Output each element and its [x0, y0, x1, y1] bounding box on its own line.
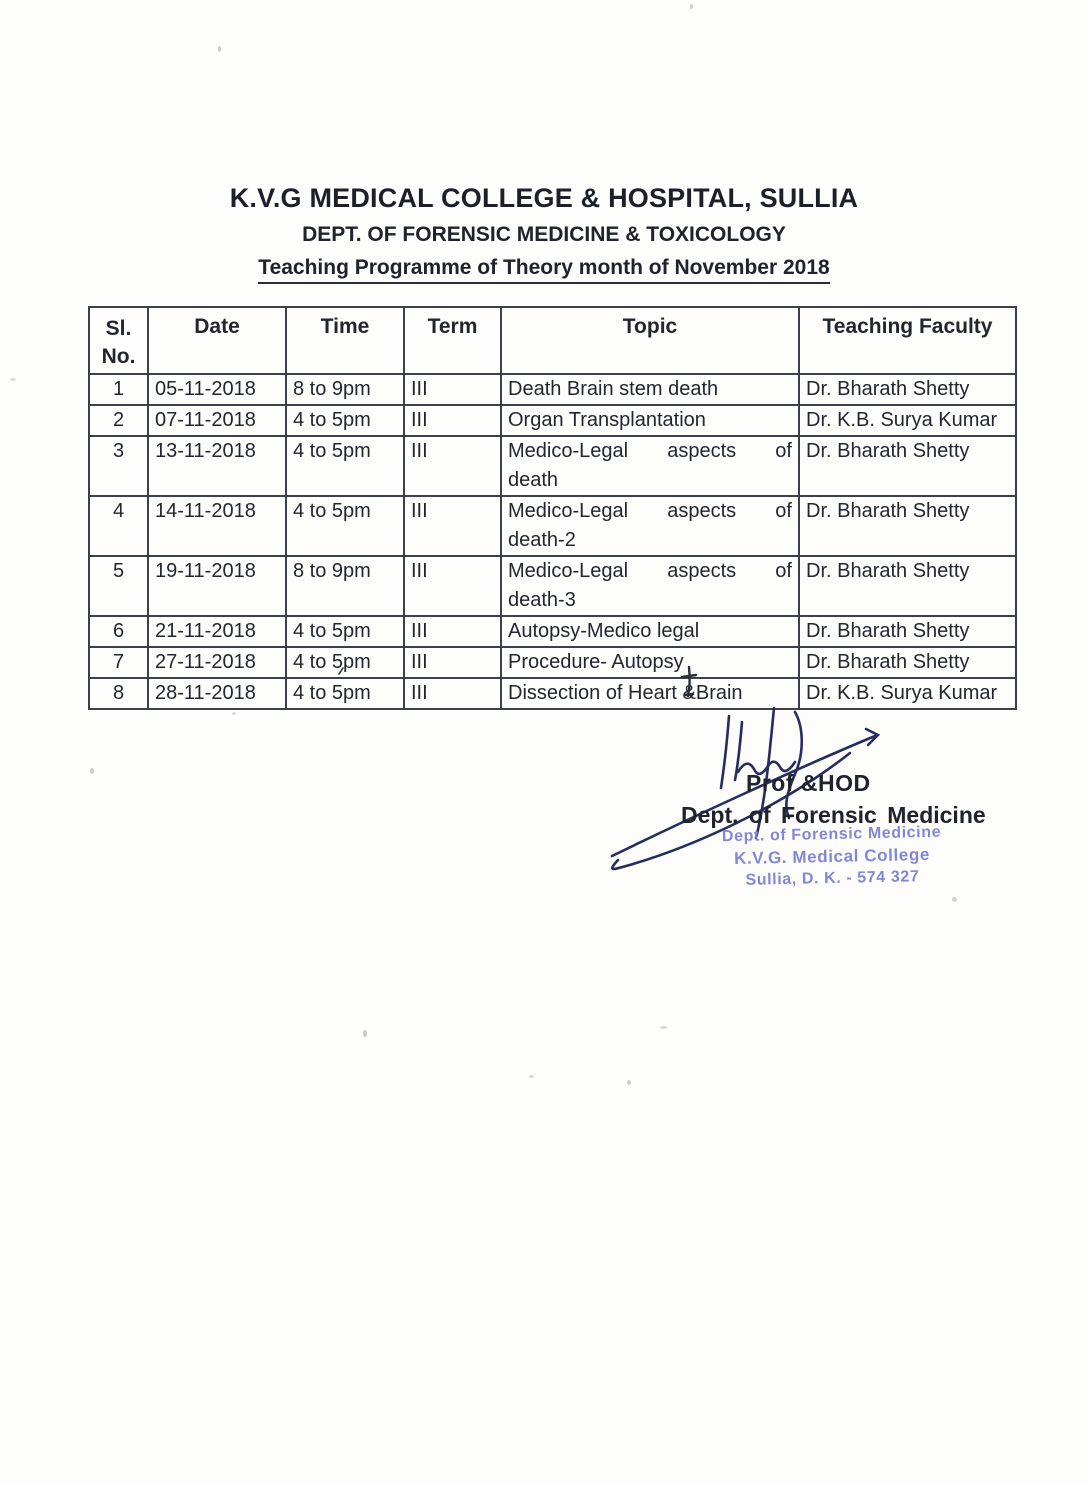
stamp-line-3: Sullia, D. K. - 574 327 — [745, 868, 920, 889]
sl-no-cell: 1 — [89, 374, 148, 405]
teaching-faculty-cell: Dr. Bharath Shetty — [799, 436, 1016, 496]
table-row — [89, 496, 1016, 556]
sl-no-cell: 5 — [89, 556, 148, 616]
topic-cell — [501, 496, 799, 556]
time-cell: 4 to 5pm — [286, 678, 404, 709]
scan-speck — [660, 1026, 667, 1029]
teaching-faculty-cell: Dr. Bharath Shetty — [799, 616, 1016, 647]
topic-cell: Dissection of Heart &Brain — [501, 678, 799, 709]
college-title: K.V.G MEDICAL COLLEGE & HOSPITAL, SULLIA — [229, 183, 859, 213]
department-subtitle: DEPT. OF FORENSIC MEDICINE & TOXICOLOGY — [302, 223, 786, 246]
term-cell: III — [404, 496, 501, 556]
teaching-faculty-cell: Dr. Bharath Shetty — [799, 556, 1016, 616]
scan-speck — [232, 712, 236, 715]
scan-speck — [952, 897, 957, 902]
time-cell: 4 to 5pm — [286, 436, 404, 496]
topic-line-1: Medico-Legal aspects of — [508, 560, 792, 582]
header-time: Time — [286, 307, 404, 374]
scan-speck — [627, 1080, 631, 1085]
table-header-row — [89, 307, 1016, 374]
header-topic: Topic — [501, 307, 799, 374]
topic-cell: Death Brain stem death — [501, 374, 799, 405]
scan-speck — [690, 4, 693, 9]
sl-no-cell: 7 — [89, 647, 148, 678]
time-cell: 4 to 5pm — [286, 647, 404, 678]
term-cell: III — [404, 616, 501, 647]
topic-cell: Procedure- Autopsy — [501, 647, 799, 678]
time-cell: 4 to 5pm — [286, 616, 404, 647]
topic-line-1: Medico-Legal aspects of — [508, 500, 792, 522]
programme-heading: Teaching Programme of Theory month of November 2018 — [258, 256, 829, 284]
topic-cell: Organ Transplantation — [501, 405, 799, 436]
time-cell: 8 to 9pm — [286, 374, 404, 405]
handwritten-tick-mark — [337, 666, 347, 676]
teaching-schedule-table — [88, 306, 1017, 710]
sl-no-cell: 8 — [89, 678, 148, 709]
date-cell: 28-11-2018 — [148, 678, 286, 709]
time-cell: 4 to 5pm — [286, 405, 404, 436]
term-cell: III — [404, 647, 501, 678]
topic-cell — [501, 436, 799, 496]
header-sl-no: Sl. No. — [89, 307, 148, 374]
sl-no-cell: 6 — [89, 616, 148, 647]
department-rubber-stamp — [711, 821, 952, 892]
time-cell: 8 to 9pm — [286, 556, 404, 616]
topic-line-2: death-3 — [508, 589, 576, 611]
teaching-faculty-cell: Dr. Bharath Shetty — [799, 647, 1016, 678]
teaching-faculty-cell: Dr. Bharath Shetty — [799, 496, 1016, 556]
table-row — [89, 374, 1016, 405]
scan-speck — [90, 768, 94, 774]
table-row — [89, 556, 1016, 616]
date-cell: 14-11-2018 — [148, 496, 286, 556]
term-cell: III — [404, 678, 501, 709]
time-cell: 4 to 5pm — [286, 496, 404, 556]
table-row — [89, 405, 1016, 436]
table-row — [89, 616, 1016, 647]
topic-line-2: death-2 — [508, 529, 576, 551]
sl-no-cell: 3 — [89, 436, 148, 496]
date-cell: 05-11-2018 — [148, 374, 286, 405]
date-cell: 07-11-2018 — [148, 405, 286, 436]
topic-line-1: Medico-Legal aspects of — [508, 440, 792, 462]
date-cell: 19-11-2018 — [148, 556, 286, 616]
teaching-faculty-cell: Dr. Bharath Shetty — [799, 374, 1016, 405]
topic-cell — [501, 556, 799, 616]
handwritten-correction-mark — [679, 665, 699, 699]
term-cell: III — [404, 436, 501, 496]
title-block — [0, 183, 1088, 284]
stamp-line-2: K.V.G. Medical College — [733, 844, 931, 869]
schedule-table-body — [89, 374, 1016, 709]
date-cell: 21-11-2018 — [148, 616, 286, 647]
sl-no-cell: 2 — [89, 405, 148, 436]
teaching-faculty-cell: Dr. K.B. Surya Kumar — [799, 405, 1016, 436]
date-cell: 27-11-2018 — [148, 647, 286, 678]
topic-cell: Autopsy-Medico legal — [501, 616, 799, 647]
teaching-faculty-cell: Dr. K.B. Surya Kumar — [799, 678, 1016, 709]
term-cell: III — [404, 374, 501, 405]
table-row — [89, 647, 1016, 678]
table-row — [89, 436, 1016, 496]
date-cell: 13-11-2018 — [148, 436, 286, 496]
scan-speck — [10, 378, 16, 381]
scan-speck — [529, 1075, 534, 1078]
scan-speck — [363, 1030, 367, 1037]
stamp-line-1: Dept. of Forensic Medicine — [721, 823, 942, 846]
signatory-designation: Prof &HOD — [746, 770, 871, 796]
header-date: Date — [148, 307, 286, 374]
sl-no-cell: 4 — [89, 496, 148, 556]
header-term: Term — [404, 307, 501, 374]
header-teaching-faculty: Teaching Faculty — [799, 307, 1016, 374]
term-cell: III — [404, 556, 501, 616]
scan-speck — [218, 46, 221, 52]
topic-line-2: death — [508, 469, 559, 491]
term-cell: III — [404, 405, 501, 436]
signatory-department: Dept. of Forensic Medicine — [681, 802, 986, 828]
